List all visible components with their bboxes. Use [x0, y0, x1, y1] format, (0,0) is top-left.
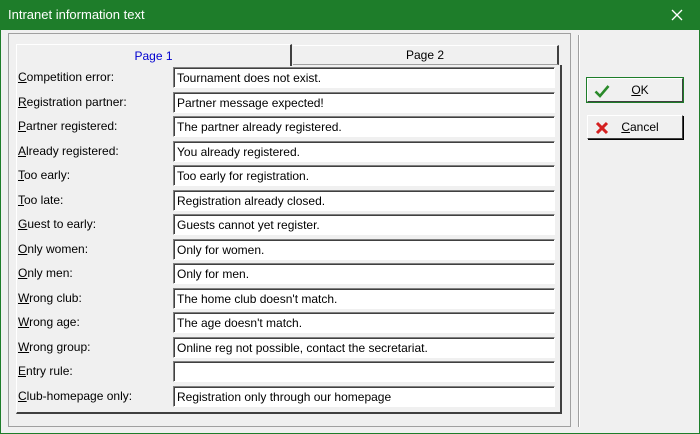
field-input[interactable]: [173, 312, 555, 333]
field-label: Wrong group:: [18, 340, 91, 354]
window-title: Intranet information text: [8, 7, 145, 22]
tab-page-2[interactable]: Page 2: [293, 45, 559, 65]
field-input[interactable]: [173, 141, 555, 162]
field-label: Only women:: [18, 242, 89, 256]
field-input[interactable]: [173, 361, 555, 382]
field-label: Partner registered:: [18, 119, 118, 133]
field-label: Only men:: [18, 266, 73, 280]
field-label: Already registered:: [18, 144, 119, 158]
field-input[interactable]: [173, 239, 555, 260]
ok-button-label: OK: [631, 83, 649, 97]
panel-divider: [578, 35, 579, 427]
field-input[interactable]: [173, 386, 555, 407]
close-icon: [671, 9, 683, 21]
field-label: Too early:: [18, 168, 71, 182]
field-label: Entry rule:: [18, 364, 73, 378]
field-label: Registration partner:: [18, 95, 127, 109]
field-label: Wrong club:: [18, 291, 82, 305]
field-input[interactable]: [173, 190, 555, 211]
cancel-button-label: Cancel: [621, 120, 659, 134]
tab-page-1[interactable]: Page 1: [16, 44, 292, 66]
title-bar[interactable]: [0, 0, 700, 30]
ok-button[interactable]: [587, 78, 683, 102]
cancel-button[interactable]: [587, 115, 683, 139]
field-input[interactable]: [173, 116, 555, 137]
field-input[interactable]: [173, 214, 555, 235]
close-button[interactable]: [654, 0, 700, 30]
field-label: Club-homepage only:: [18, 389, 133, 403]
field-label: Guest to early:: [18, 217, 97, 231]
field-label: Too late:: [18, 193, 64, 207]
field-input[interactable]: [173, 288, 555, 309]
field-label: Wrong age:: [18, 315, 80, 329]
field-input[interactable]: [173, 263, 555, 284]
dialog-client-area: [1, 30, 699, 433]
field-input[interactable]: [173, 67, 555, 88]
field-input[interactable]: [173, 165, 555, 186]
field-input[interactable]: [173, 92, 555, 113]
field-label: Competition error:: [18, 70, 115, 84]
field-input[interactable]: [173, 337, 555, 358]
